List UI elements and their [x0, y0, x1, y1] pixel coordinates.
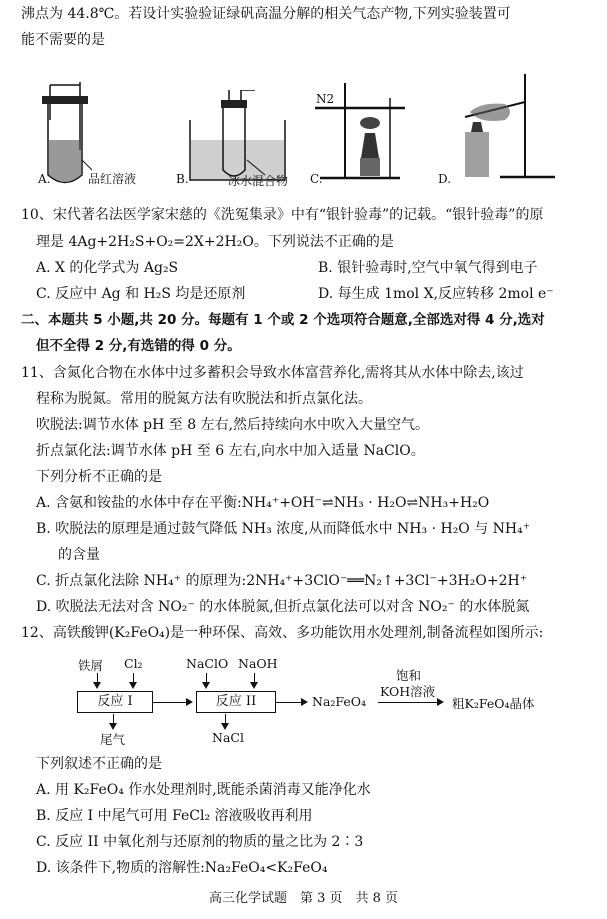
flow-arrow-to-crystal [378, 702, 442, 703]
flow-arrow-naclo [206, 673, 207, 687]
section2-line-2: 但不全得 2 分,有选错的得 0 分。 [36, 338, 241, 354]
q10-line-2: 理是 4Ag+2H₂S+O₂=2X+2H₂O。下列说法不正确的是 [36, 234, 394, 250]
apparatus-c-gas: N2 [316, 92, 335, 106]
intro-line-1: 沸点为 44.8℃。若设计实验验证绿矾高温分解的相关气态产物,下列实验装置可 [21, 6, 511, 22]
flow-product-na2feo4: Na₂FeO₄ [312, 694, 367, 709]
heating-stand-diagram [455, 72, 565, 187]
intro-line-2: 能不需要的是 [21, 32, 105, 48]
flow-arrow-1-2 [153, 702, 191, 703]
flow-arrow-tail-gas [113, 714, 114, 728]
q11-line-2: 程称为脱氮。常用的脱氮方法有吹脱法和折点氯化法。 [36, 391, 372, 407]
q12-option-c: C. 反应 II 中氧化剂与还原剂的物质的量之比为 2∶3 [36, 834, 364, 850]
flow-output-nacl: NaCl [212, 730, 244, 745]
q11-line-4: 折点氯化法:调节水体 pH 至 6 左右,向水中加入适量 NaClO。 [36, 443, 425, 459]
flow-input-naoh: NaOH [238, 656, 278, 671]
q12-option-d: D. 该条件下,物质的溶解性:Na₂FeO₄<K₂FeO₄ [36, 860, 328, 876]
q11-option-c: C. 折点氯化法除 NH₄⁺ 的原理为:2NH₄⁺+3ClO⁻══N₂↑+3Cl⁻+3H₂O+2H⁺ [36, 573, 528, 589]
flow-condition-saturated: 饱和 [396, 668, 422, 683]
flow-input-iron: 铁屑 [78, 658, 104, 673]
flow-arrow-iron [97, 673, 98, 687]
q12-option-a: A. 用 K₂FeO₄ 作水处理剂时,既能杀菌消毒又能净化水 [36, 782, 371, 798]
flow-box-reaction-1: 反应 I [77, 691, 153, 713]
q11-line-3: 吹脱法:调节水体 pH 至 8 左右,然后持续向水中吹入大量空气。 [36, 417, 430, 433]
section2-line-1: 二、本题共 5 小题,共 20 分。每题有 1 个或 2 个选项符合题意,全部选对得 4 分,选对 [21, 312, 545, 328]
q11-line-1: 11、含氮化合物在水体中过多蓄积会导致水体富营养化,需将其从水体中除去,该过 [21, 365, 524, 381]
q10-option-c: C. 反应中 Ag 和 H₂S 均是还原剂 [36, 286, 246, 302]
flow-product-k2feo4: 粗K₂FeO₄晶体 [452, 696, 535, 711]
flow-input-naclo: NaClO [186, 656, 229, 671]
flow-condition-koh: KOH溶液 [380, 684, 436, 699]
q11-option-a: A. 含氨和铵盐的水体中存在平衡:NH₄⁺+OH⁻⇌NH₃ · H₂O⇌NH₃+H₂O [36, 495, 490, 511]
q10-option-d: D. 每生成 1mol X,反应转移 2mol e⁻ [318, 286, 554, 302]
q10-line-1: 10、宋代著名法医学家宋慈的《洗冤集录》中有“银针验毒”的记载。“银针验毒”的原 [21, 207, 544, 223]
apparatus-d-letter: D. [438, 172, 452, 186]
flow-input-cl2: Cl₂ [124, 656, 143, 671]
apparatus-c-letter: C. [310, 172, 323, 186]
flow-box-reaction-2: 反应 II [196, 691, 276, 713]
page-footer: 高三化学试题 第 3 页 共 8 页 [208, 891, 399, 906]
q11-option-b-1: B. 吹脱法的原理是通过鼓气降低 NH₃ 浓度,从而降低水中 NH₃ · H₂O 与 NH₄⁺ [36, 521, 531, 537]
apparatus-a-letter: A. [38, 172, 51, 186]
flow-arrow-2-product [276, 702, 306, 703]
apparatus-b-letter: B. [176, 172, 189, 186]
q11-line-5: 下列分析不正确的是 [36, 469, 162, 485]
q10-option-a: A. X 的化学式为 Ag₂S [36, 260, 179, 276]
q12-line-2: 下列叙述不正确的是 [36, 756, 162, 772]
apparatus-b-label: 冰水混合物 [228, 174, 289, 188]
q12-line-1: 12、高铁酸钾(K₂FeO₄)是一种环保、高效、多功能饮用水处理剂,制备流程如图所示: [21, 625, 544, 641]
q10-option-b: B. 银针验毒时,空气中氧气得到电子 [318, 260, 538, 276]
flow-output-tail-gas: 尾气 [100, 732, 126, 747]
q11-option-d: D. 吹脱法无法对含 NO₂⁻ 的水体脱氮,但折点氯化法可以对含 NO₂⁻ 的水体脱氮 [36, 599, 530, 615]
flow-arrow-naoh [254, 673, 255, 687]
apparatus-a-label: 品红溶液 [88, 172, 137, 186]
q12-option-b: B. 反应 I 中尾气可用 FeCl₂ 溶液吸收再利用 [36, 808, 313, 824]
flow-arrow-cl2 [133, 673, 134, 687]
q11-option-b-2: 的含量 [58, 547, 100, 563]
flow-arrow-nacl [225, 714, 226, 728]
